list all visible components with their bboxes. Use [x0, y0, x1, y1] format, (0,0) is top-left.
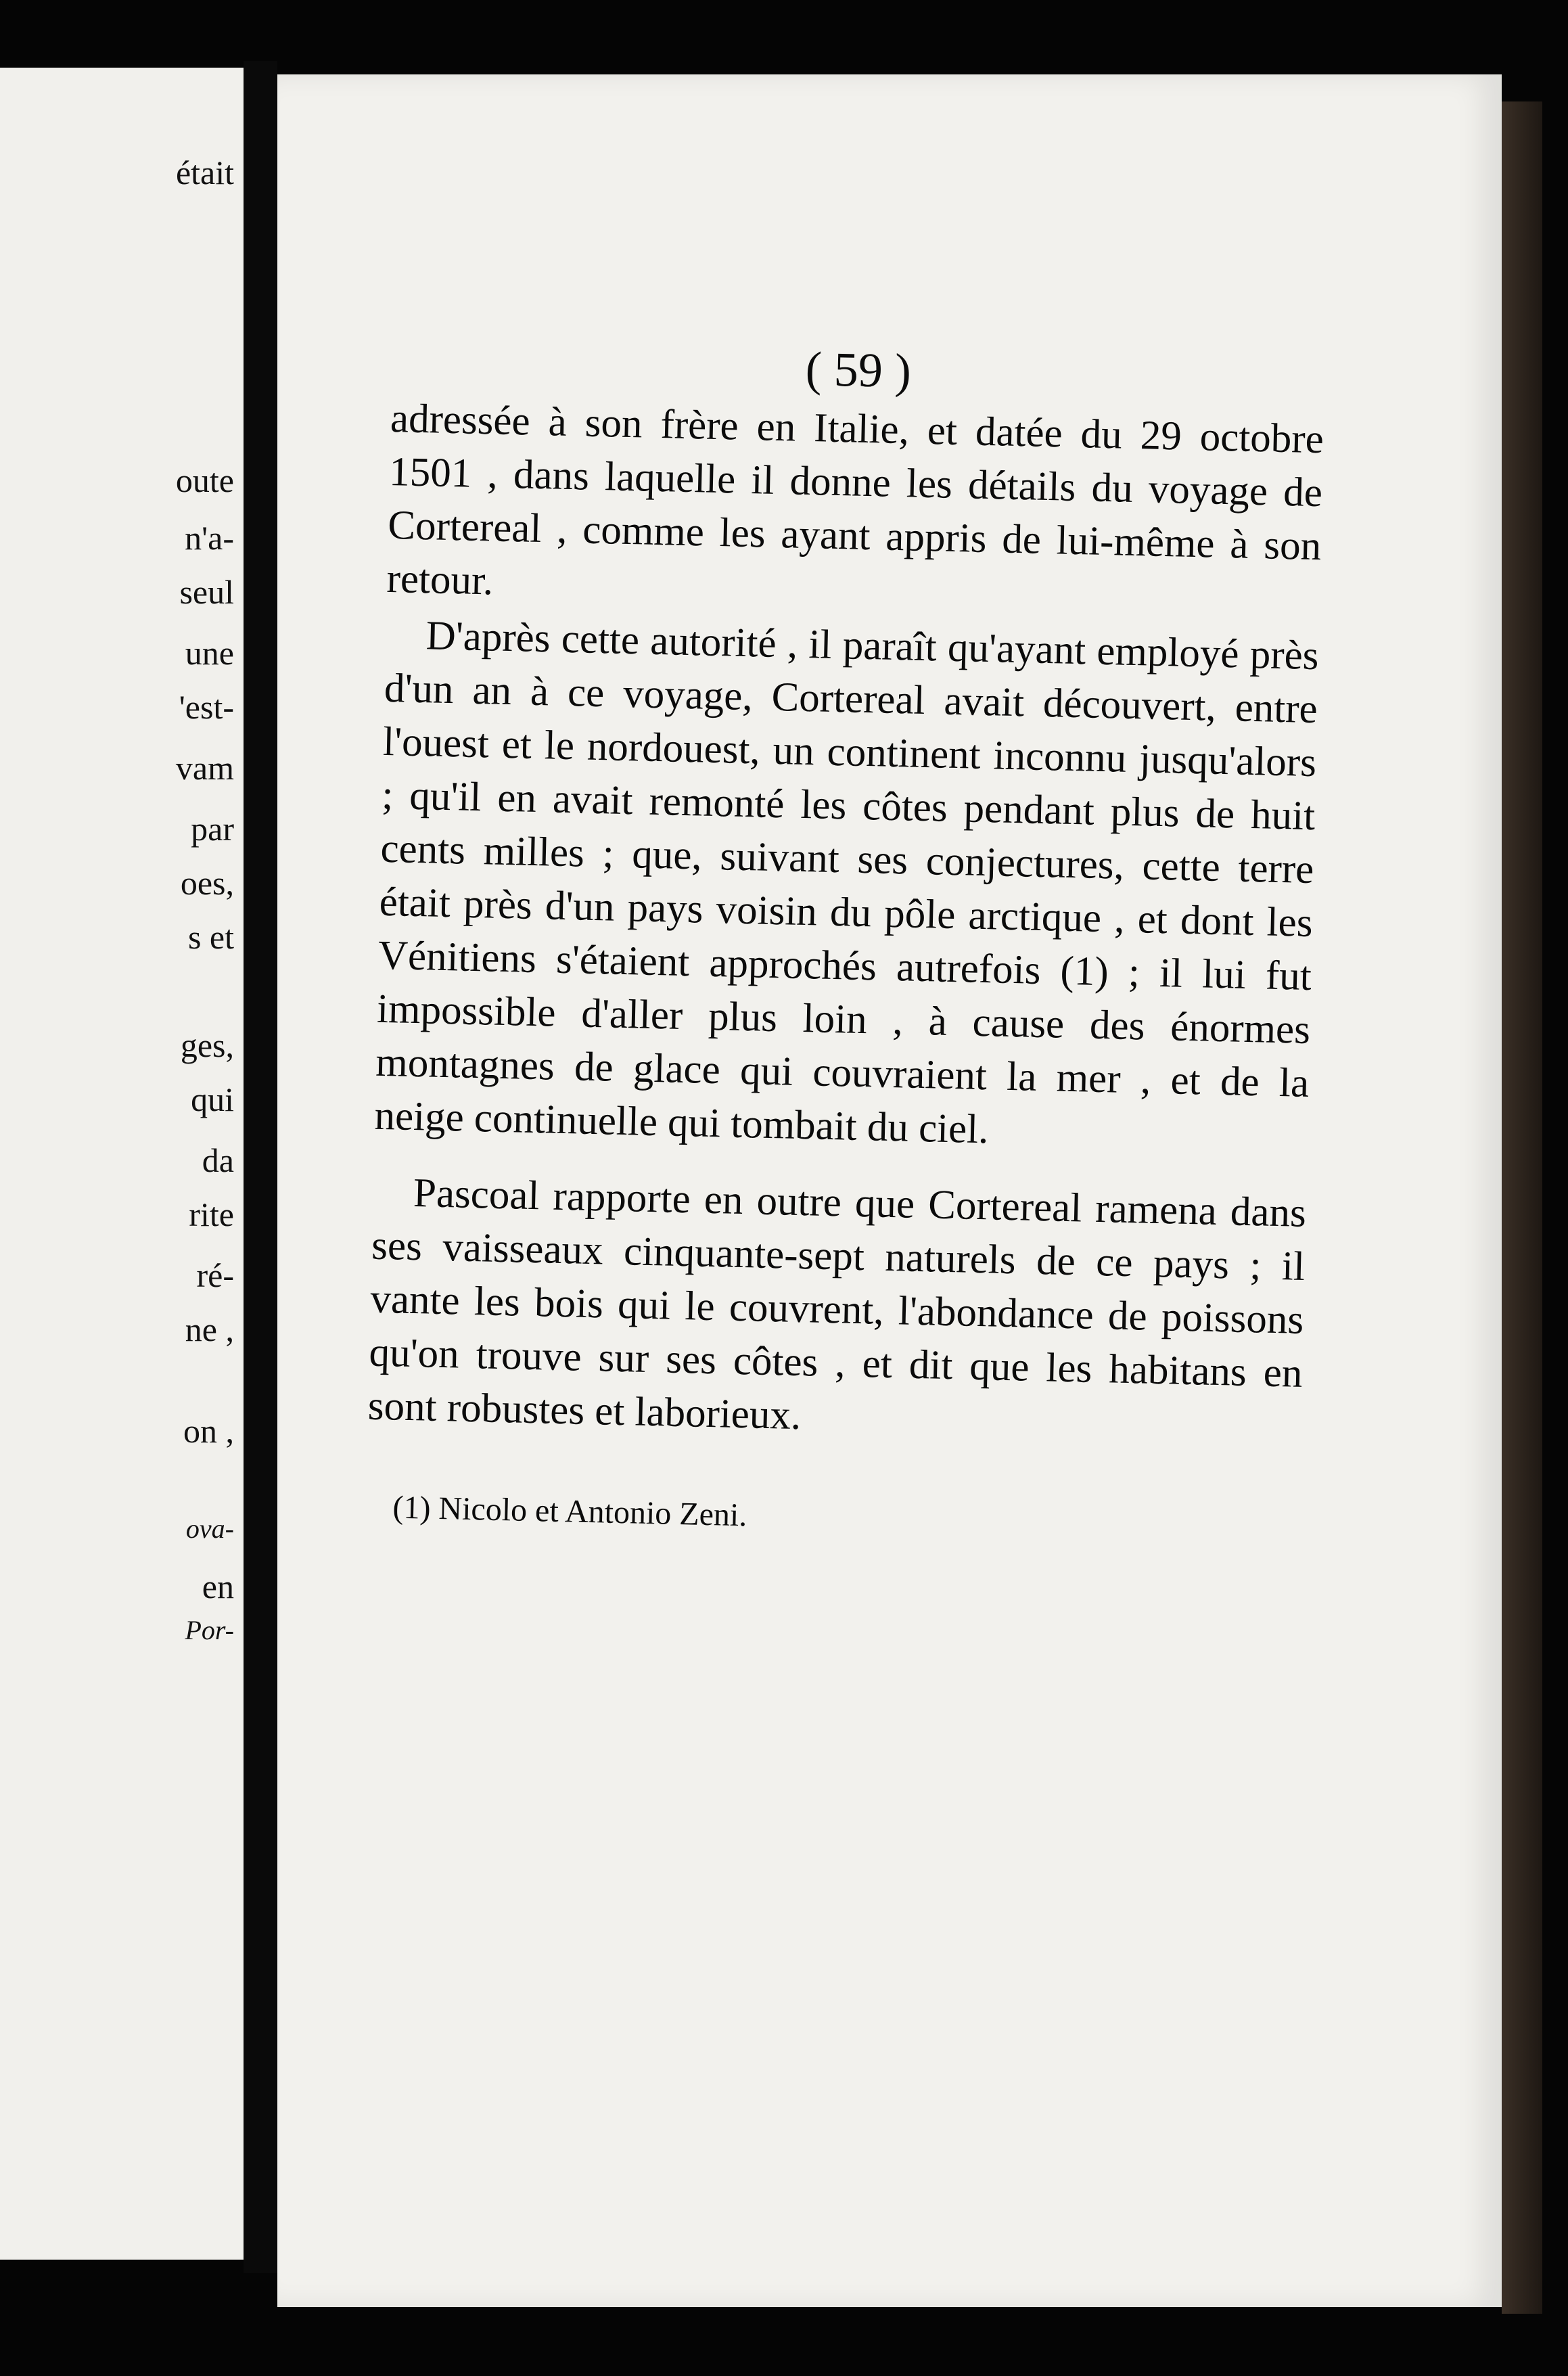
- left-page-fragment: par: [191, 810, 234, 848]
- left-page-fragment: da: [202, 1141, 234, 1179]
- left-page-fragment: 'est-: [179, 688, 234, 726]
- left-page: [0, 68, 248, 2260]
- left-page-fragment: ré-: [196, 1256, 234, 1294]
- left-page-fragment: n'a-: [185, 519, 234, 557]
- left-page-fragment: on ,: [183, 1412, 234, 1450]
- left-page-fragment: Por-: [185, 1615, 234, 1645]
- left-page-fragment: s et: [187, 918, 234, 956]
- left-page-fragment: une: [185, 634, 234, 672]
- left-page-fragment: en: [202, 1568, 234, 1605]
- paragraph: D'après cette autorité , il paraît qu'ayant employé près d'un an à ce voyage, Cortereal avait découvert, entre l'ouest et le nordouest, un continent inconnu jusqu'alors ; qu'il en avait remonté les côtes pendant plus de huit cents milles ; que, suivant ses conjectures, cette terre était près d'un pays voisin du pôle arctique , et dont les Vénitiens s'étaient approchés autrefois (1) ; il lui fut impossible d'aller plus loin , à cause des énormes montagnes de glace qui couvraient la mer , et de la neige continuelle qui tombait du ciel.: [373, 613, 1320, 1153]
- page-text-block: [365, 332, 1326, 1581]
- footnote: (1) Nicolo et Antonio Zeni.: [392, 1489, 747, 1534]
- left-page-fragment: oes,: [180, 864, 234, 902]
- paragraph: Pascoal rapporte en outre que Cortereal ramena dans ses vaisseaux cinquante-sept naturels de ce pays ; il vante les bois qui le couvrent, l'abondance de poissons qu'on trouve sur ses côtes , et dit que les habitans en sont robustes et laborieux.: [367, 1170, 1307, 1439]
- paragraph: adressée à son frère en Italie, et datée du 29 octobre 1501 , dans laquelle il donne les détails du voyage de Cortereal , comme les ayant appris de lui-même à son retour.: [386, 395, 1324, 604]
- left-page-fragment: oute: [175, 461, 234, 499]
- left-page-fragment: vam: [175, 749, 234, 787]
- page-edge: [1502, 101, 1542, 2314]
- book-gutter: [244, 61, 277, 2273]
- left-page-fragment: était: [175, 154, 234, 191]
- left-page-fragment: ne ,: [185, 1310, 234, 1348]
- right-page: [277, 74, 1502, 2307]
- left-page-fragment: qui: [191, 1080, 234, 1118]
- left-page-fragment: seul: [179, 573, 234, 611]
- left-page-fragment: rite: [189, 1195, 234, 1233]
- page-number: ( 59 ): [805, 341, 912, 398]
- left-page-fragment: ges,: [180, 1026, 234, 1064]
- left-page-fragment: ova-: [185, 1513, 234, 1544]
